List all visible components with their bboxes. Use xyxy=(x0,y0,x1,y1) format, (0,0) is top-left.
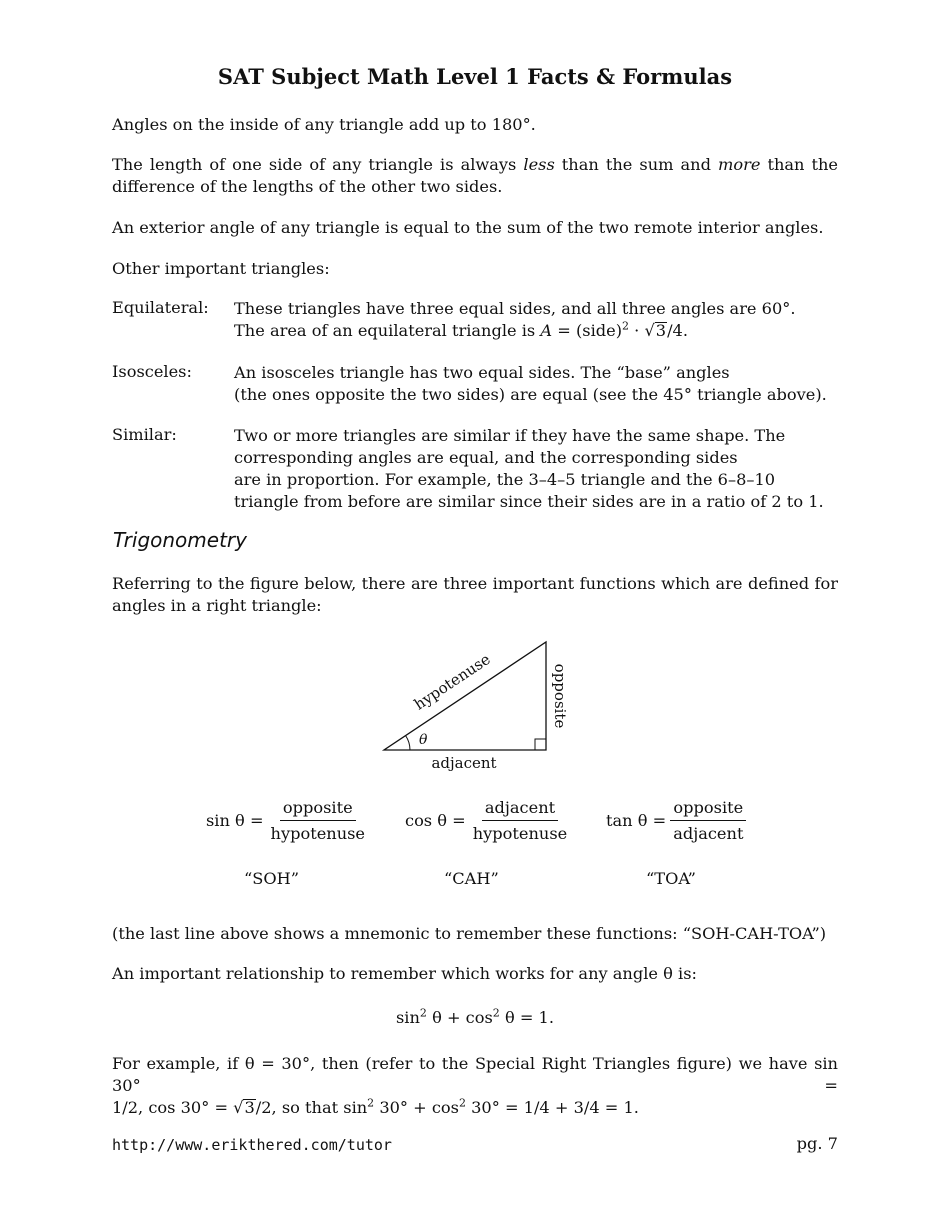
angle-arc xyxy=(406,736,410,750)
section-heading-trigonometry: Trigonometry xyxy=(113,528,247,552)
definition-equilateral xyxy=(234,298,838,342)
paragraph-example xyxy=(112,1053,838,1119)
sine-formula: sin θ = $\frac{\text{opposite}}{\text{hypotenuse}}$ xyxy=(206,798,368,843)
example-line: For example, if θ = 30°, then (refer to the Special Right Triangles figure) we have sin 30° = xyxy=(112,1054,838,1095)
hypotenuse-label: hypotenuse xyxy=(410,650,494,714)
paragraph-other-triangles: Other important triangles: xyxy=(112,259,330,278)
cosine-formula: cos θ = $\frac{\text{adjacent}}{\text{hypotenuse}}$ xyxy=(405,798,570,843)
emphasis-less: less xyxy=(523,155,555,174)
fraction: $\frac{\text{opposite}}{\text{adjacent}}$ xyxy=(670,798,746,843)
right-triangle-figure xyxy=(370,630,590,780)
term-similar: Similar: xyxy=(112,425,177,444)
page-number: pg. 7 xyxy=(796,1134,838,1153)
definition-line: are in proportion. For example, the 3–4–5 triangle and the 6–8–10 xyxy=(234,470,776,489)
example-line: 1/2, cos 30° = √3/2, so that $\sin^2 30^\circ + \cos^2 30^\circ = 1/4 + 3/4 = 1$. xyxy=(112,1096,639,1117)
definition-line: These triangles have three equal sides, and all three angles are 60°. xyxy=(234,299,796,318)
paragraph-triangle-angles: Angles on the inside of any triangle add up to 180°. xyxy=(112,115,536,134)
opposite-label: opposite xyxy=(551,663,569,729)
paragraph-exterior-angle: An exterior angle of any triangle is equal to the sum of the two remote interior angles. xyxy=(112,218,824,237)
adjacent-label: adjacent xyxy=(431,754,497,772)
definition-line: Two or more triangles are similar if they have the same shape. The xyxy=(234,426,786,445)
paragraph-referring-figure: Referring to the figure below, there are three important functions which are defined for angles in a right triangle: xyxy=(112,574,838,615)
paragraph-mnemonic-note: (the last line above shows a mnemonic to remember these functions: “SOH-CAH-TOA”) xyxy=(112,924,827,943)
definition-line: An isosceles triangle has two equal sides. The “base” angles xyxy=(234,363,730,382)
definition-line: triangle from before are similar since their sides are in a ratio of 2 to 1. xyxy=(234,492,824,511)
definition-similar xyxy=(234,425,838,513)
emphasis-more: more xyxy=(717,155,761,174)
right-angle-marker xyxy=(535,739,546,750)
term-equilateral: Equilateral: xyxy=(112,298,209,317)
term-isosceles: Isosceles: xyxy=(112,362,192,381)
mnemonic-toa: “TOA” xyxy=(646,869,696,888)
fraction: $\frac{\text{adjacent}}{\text{hypotenuse}}$ xyxy=(472,798,568,843)
paragraph-important-relationship: An important relationship to remember which works for any angle θ is: xyxy=(112,964,697,983)
mnemonic-soh: “SOH” xyxy=(244,869,300,888)
definition-line: The area of an equilateral triangle is A = (side)$^2$ · √3/4. xyxy=(234,319,688,340)
page-title: SAT Subject Math Level 1 Facts & Formulas xyxy=(217,64,733,89)
definition-line: (the ones opposite the two sides) are equal (see the 45° triangle above). xyxy=(234,385,827,404)
definition-isosceles xyxy=(234,362,838,406)
mnemonic-cah: “CAH” xyxy=(444,869,499,888)
fraction: $\frac{\text{opposite}}{\text{hypotenuse}}$ xyxy=(270,798,366,843)
triangle-outline xyxy=(384,642,546,750)
tangent-formula: tan θ = $\frac{\text{opposite}}{\text{adjacent}}$ xyxy=(606,798,746,843)
definition-line: corresponding angles are equal, and the corresponding sides xyxy=(234,448,738,467)
theta-label: θ xyxy=(419,732,428,748)
footer-url[interactable]: http://www.erikthered.com/tutor xyxy=(112,1136,392,1154)
paragraph-side-length: The length of one side of any triangle is always less than the sum and more than the difference of the lengths of the other two sides. xyxy=(112,155,838,196)
pythagorean-identity: $\sin^2 \theta + \cos^2 \theta = 1$. xyxy=(396,1006,554,1027)
